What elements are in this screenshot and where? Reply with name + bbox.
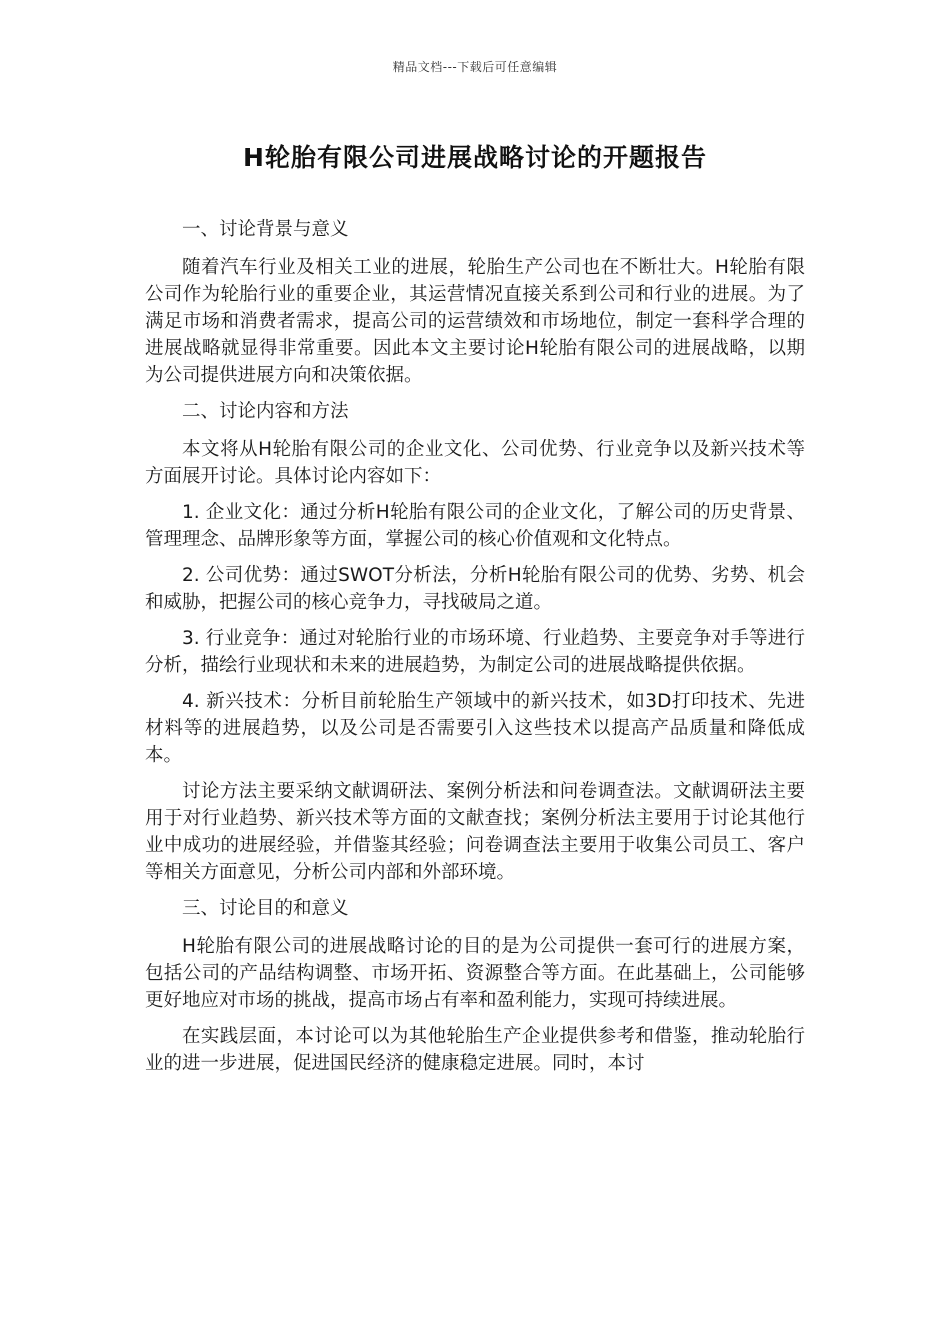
list-item-technology: 4. 新兴技术：分析目前轮胎生产领域中的新兴技术，如3D打印技术、先进材料等的进展趋势，以及公司是否需要引入这些技术以提高产品质量和降低成本。 bbox=[145, 691, 805, 766]
list-item-advantages: 2. 公司优势：通过SWOT分析法，分析H轮胎有限公司的优势、劣势、机会和威胁，把握公司的核心竞争力，寻找破局之道。 bbox=[145, 565, 805, 613]
section-heading-purpose: 三、讨论目的和意义 bbox=[182, 898, 349, 919]
section-heading-content-methods: 二、讨论内容和方法 bbox=[182, 401, 349, 422]
paragraph-methods: 讨论方法主要采纳文献调研法、案例分析法和问卷调查法。文献调研法主要用于对行业趋势、新兴技术等方面的文献查找；案例分析法主要用于讨论其他行业中成功的进展经验，并借鉴其经验；问卷调查法主要用于收集公司员工、客户等相关方面意见，分析公司内部和外部环境。 bbox=[145, 781, 805, 883]
document-body bbox=[145, 216, 805, 1086]
document-title: H轮胎有限公司进展战略讨论的开题报告 bbox=[243, 143, 707, 172]
section-heading-background: 一、讨论背景与意义 bbox=[182, 219, 349, 240]
paragraph-background: 随着汽车行业及相关工业的进展，轮胎生产公司也在不断壮大。H轮胎有限公司作为轮胎行业的重要企业，其运营情况直接关系到公司和行业的进展。为了满足市场和消费者需求，提高公司的运营绩效和市场地位，制定一套科学合理的进展战略就显得非常重要。因此本文主要讨论H轮胎有限公司的进展战略，以期为公司提供进展方向和决策依据。 bbox=[145, 257, 805, 386]
paragraph-practice: 在实践层面，本讨论可以为其他轮胎生产企业提供参考和借鉴，推动轮胎行业的进一步进展，促进国民经济的健康稳定进展。同时，本讨 bbox=[145, 1026, 805, 1074]
page-header: 精品文档---下载后可任意编辑 bbox=[392, 60, 558, 74]
paragraph-purpose: H轮胎有限公司的进展战略讨论的目的是为公司提供一套可行的进展方案，包括公司的产品结构调整、市场开拓、资源整合等方面。在此基础上，公司能够更好地应对市场的挑战，提高市场占有率和盈利能力，实现可持续进展。 bbox=[145, 936, 805, 1011]
paragraph-content-intro: 本文将从H轮胎有限公司的企业文化、公司优势、行业竞争以及新兴技术等方面展开讨论。具体讨论内容如下： bbox=[145, 439, 805, 487]
list-item-culture: 1. 企业文化：通过分析H轮胎有限公司的企业文化，了解公司的历史背景、管理理念、品牌形象等方面，掌握公司的核心价值观和文化特点。 bbox=[145, 502, 805, 550]
list-item-competition: 3. 行业竞争：通过对轮胎行业的市场环境、行业趋势、主要竞争对手等进行分析，描绘行业现状和未来的进展趋势，为制定公司的进展战略提供依据。 bbox=[145, 628, 805, 676]
